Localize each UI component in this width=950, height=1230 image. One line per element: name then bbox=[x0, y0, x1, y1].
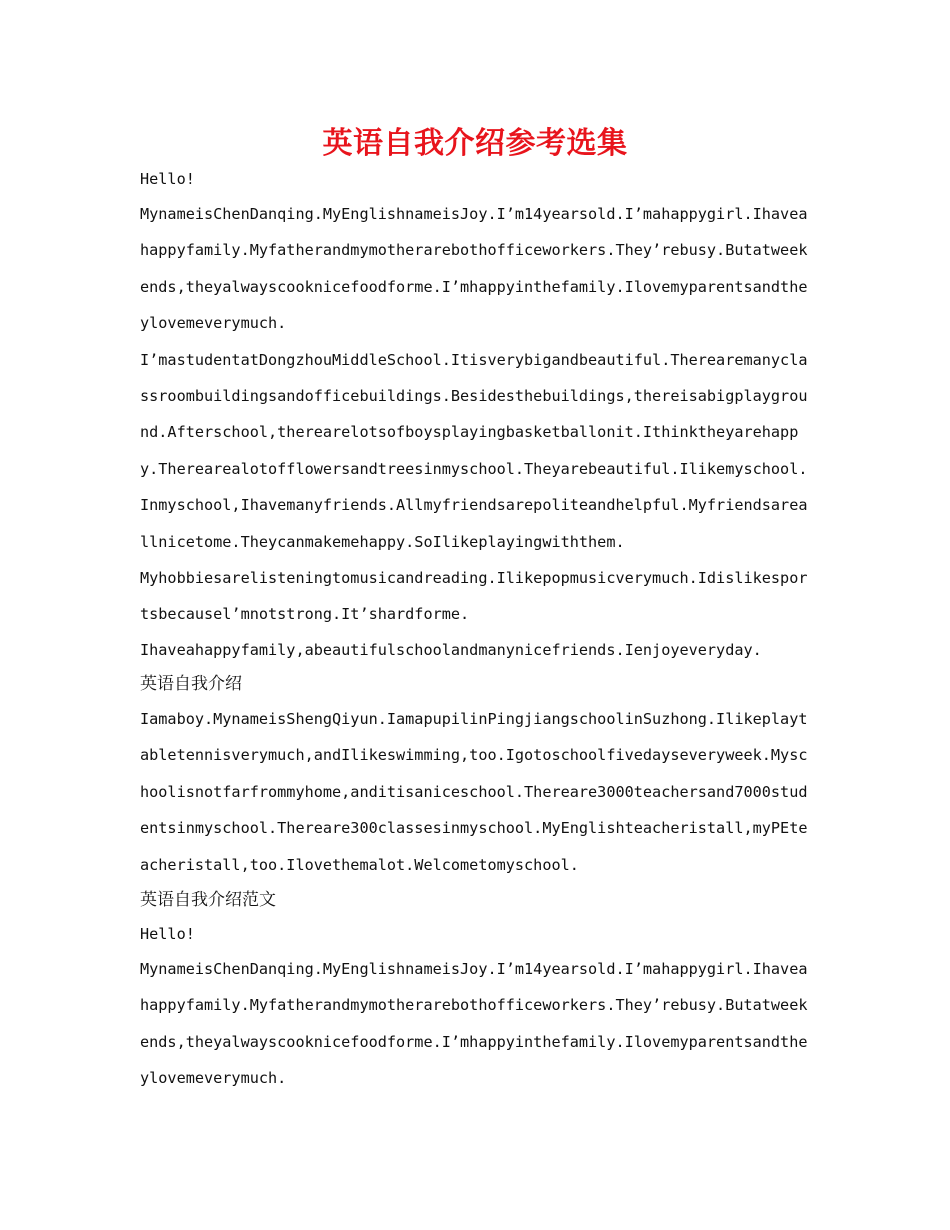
document-body bbox=[140, 162, 812, 1097]
paragraph-greeting: Hello! bbox=[140, 170, 195, 188]
section-heading-intro: 英语自我介绍 bbox=[140, 673, 242, 694]
paragraph-boy-intro: Iamaboy.MynameisShengQiyun.IamapupilinPingjiangschoolinSuzhong.Ilikeplaytabletennisverymuch,andIlikeswimming,too.Igotoschoolfivedayseveryweek.Myschoolisnotfarfrommyhome,anditisaniceschool.Thereare3000teachersand7000studentsinmyschool.Thereare300classesinmyschool.MyEnglishteacheristall,myPEteacheristall,too.Ilovethemalot.Welcometomyschool. bbox=[140, 709, 808, 874]
paragraph-family: MynameisChenDanqing.MyEnglishnameisJoy.I’m14yearsold.I’mahappygirl.Ihaveahappyfamily.Myfatherandmymotherarebothofficeworkers.They’rebusy.Butatweekends,theyalwayscooknicefoodforme.I’mhappyinthefamily.Ilovemyparentsandtheylovemeverymuch. bbox=[140, 205, 808, 333]
paragraph-family-2: MynameisChenDanqing.MyEnglishnameisJoy.I’m14yearsold.I’mahappygirl.Ihaveahappyfamily.Myfatherandmymotherarebothofficeworkers.They’rebusy.Butatweekends,theyalwayscooknicefoodforme.I’mhappyinthefamily.Ilovemyparentsandtheylovemeverymuch. bbox=[140, 959, 808, 1088]
paragraph-summary: Ihaveahappyfamily,abeautifulschoolandmanynicefriends.Ienjoyeveryday. bbox=[140, 640, 762, 659]
paragraph-hobbies: Myhobbiesarelisteningtomusicandreading.Ilikepopmusicverymuch.Idislikesportsbecausel’mnotstrong.It’shardforme. bbox=[140, 569, 808, 624]
paragraph-school: I’mastudentatDongzhouMiddleSchool.Itisverybigandbeautiful.Therearemanyclassroombuildingsandofficebuildings.Besidesthebuildings,thereisabigplayground.Afterschool,therearelotsofboysplayingbasketballonit.Ithinktheyarehappy.Therearealotofflowersandtreesinmyschool.Theyarebeautiful.Ilikemyschool.Inmyschool,Ihavemanyfriends.Allmyfriendsarepoliteandhelpful.Myfriendsareallnicetome.Theycanmakemehappy.SoIlikeplayingwiththem. bbox=[140, 350, 808, 551]
paragraph-greeting-2: Hello! bbox=[140, 924, 195, 943]
section-heading-sample: 英语自我介绍范文 bbox=[140, 889, 276, 910]
document-title: 英语自我介绍参考选集 bbox=[322, 126, 628, 161]
